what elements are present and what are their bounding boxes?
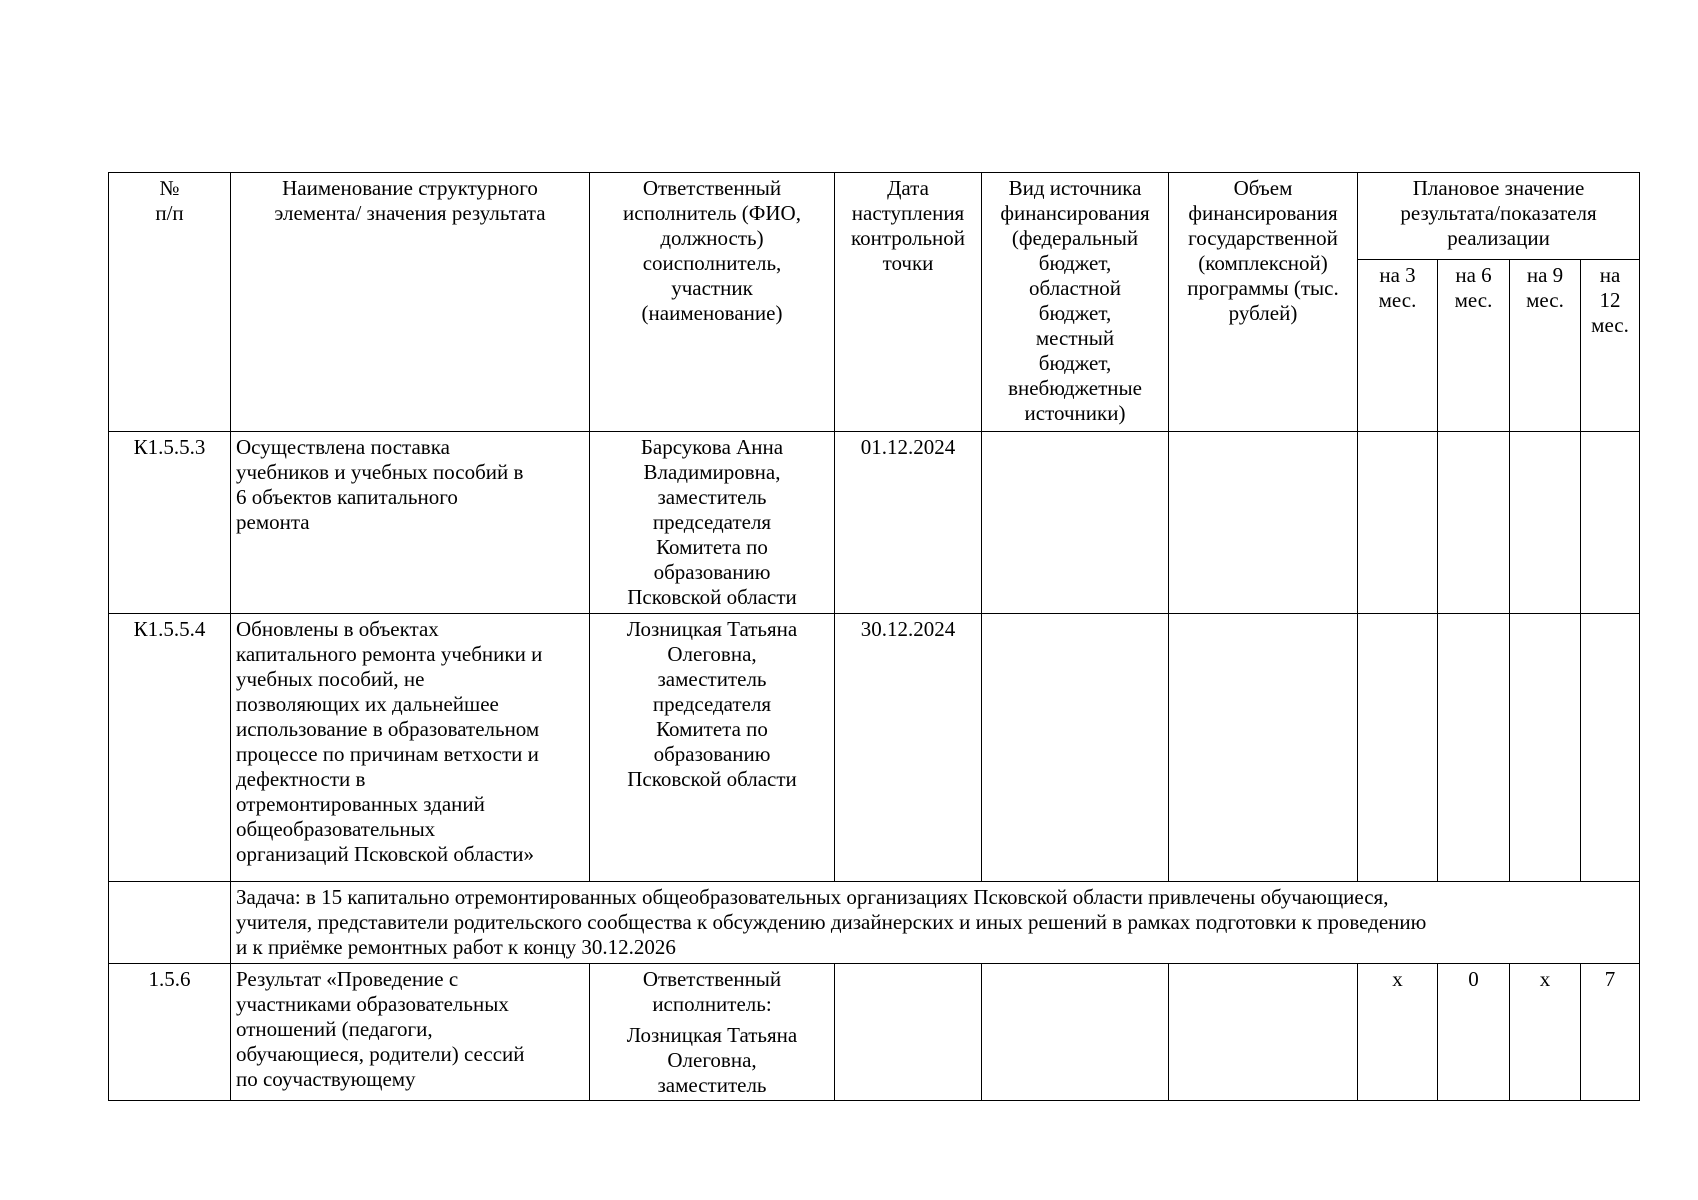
row-number: К1.5.5.3	[109, 432, 231, 614]
task-text: Задача: в 15 капитально отремонтированных общеобразовательных организациях Псковской области привлечены обучающиеся, учителя, представители родительского сообщества к обсуждению дизайнерских и иных решений в рамках подготовки к проведению и к приёмке ремонтных работ к концу 30.12.2026	[231, 882, 1640, 964]
result-9-months: х	[1510, 964, 1581, 1101]
header-funding-volume: Объем финансирования государственной (комплексной) программы (тыс. рублей)	[1169, 173, 1358, 432]
header-9-months: на 9 мес.	[1510, 260, 1581, 432]
table-row	[109, 432, 1640, 614]
result-date	[835, 964, 982, 1101]
row-responsible: Барсукова Анна Владимировна, заместитель председателя Комитета по образованию Псковской области	[590, 432, 835, 614]
header-funding-source: Вид источника финансирования (федеральный бюджет, областной бюджет, местный бюджет, внебюджетные источники)	[982, 173, 1169, 432]
row-funding-volume	[1169, 432, 1358, 614]
row-responsible: Лозницкая Татьяна Олеговна, заместитель председателя Комитета по образованию Псковской области	[590, 614, 835, 882]
header-3-months: на 3 мес.	[1358, 260, 1438, 432]
result-name: Результат «Проведение с участниками образовательных отношений (педагоги, обучающиеся, родители) сессий по соучаствующему	[231, 964, 590, 1101]
header-12-months: на 12 мес.	[1581, 260, 1640, 432]
result-12-months: 7	[1581, 964, 1640, 1101]
row-number: К1.5.5.4	[109, 614, 231, 882]
header-date: Дата наступления контрольной точки	[835, 173, 982, 432]
result-funding-source	[982, 964, 1169, 1101]
row-name: Обновлены в объектах капитального ремонта учебники и учебных пособий, не позволяющих их дальнейшее использование в образовательном процессе по причинам ветхости и дефектности в отремонтированных зданий общеобразовательных организаций Псковской области»	[231, 614, 590, 882]
row-12-months	[1581, 432, 1640, 614]
row-funding-source	[982, 432, 1169, 614]
task-row	[109, 882, 1640, 964]
row-date: 01.12.2024	[835, 432, 982, 614]
row-6-months	[1438, 614, 1510, 882]
header-responsible: Ответственный исполнитель (ФИО, должность) соисполнитель, участник (наименование)	[590, 173, 835, 432]
row-6-months	[1438, 432, 1510, 614]
result-number: 1.5.6	[109, 964, 231, 1101]
result-responsible-label: Ответственный исполнитель:	[642, 967, 782, 1016]
result-responsible-person: Лозницкая Татьяна Олеговна, заместитель	[626, 1023, 798, 1097]
result-3-months: х	[1358, 964, 1438, 1101]
result-6-months: 0	[1438, 964, 1510, 1101]
header-name: Наименование структурного элемента/ значения результата	[231, 173, 590, 432]
row-3-months	[1358, 614, 1438, 882]
row-12-months	[1581, 614, 1640, 882]
plan-table	[108, 172, 1640, 1101]
task-number	[109, 882, 231, 964]
header-number: № п/п	[109, 173, 231, 432]
row-9-months	[1510, 432, 1581, 614]
row-funding-volume	[1169, 614, 1358, 882]
result-funding-volume	[1169, 964, 1358, 1101]
row-name: Осуществлена поставка учебников и учебных пособий в 6 объектов капитального ремонта	[231, 432, 590, 614]
row-date: 30.12.2024	[835, 614, 982, 882]
result-responsible	[590, 964, 835, 1101]
row-funding-source	[982, 614, 1169, 882]
row-3-months	[1358, 432, 1438, 614]
header-planned-value: Плановое значение результата/показателя реализации	[1358, 173, 1640, 260]
header-6-months: на 6 мес.	[1438, 260, 1510, 432]
table-row	[109, 614, 1640, 882]
result-row	[109, 964, 1640, 1101]
row-9-months	[1510, 614, 1581, 882]
